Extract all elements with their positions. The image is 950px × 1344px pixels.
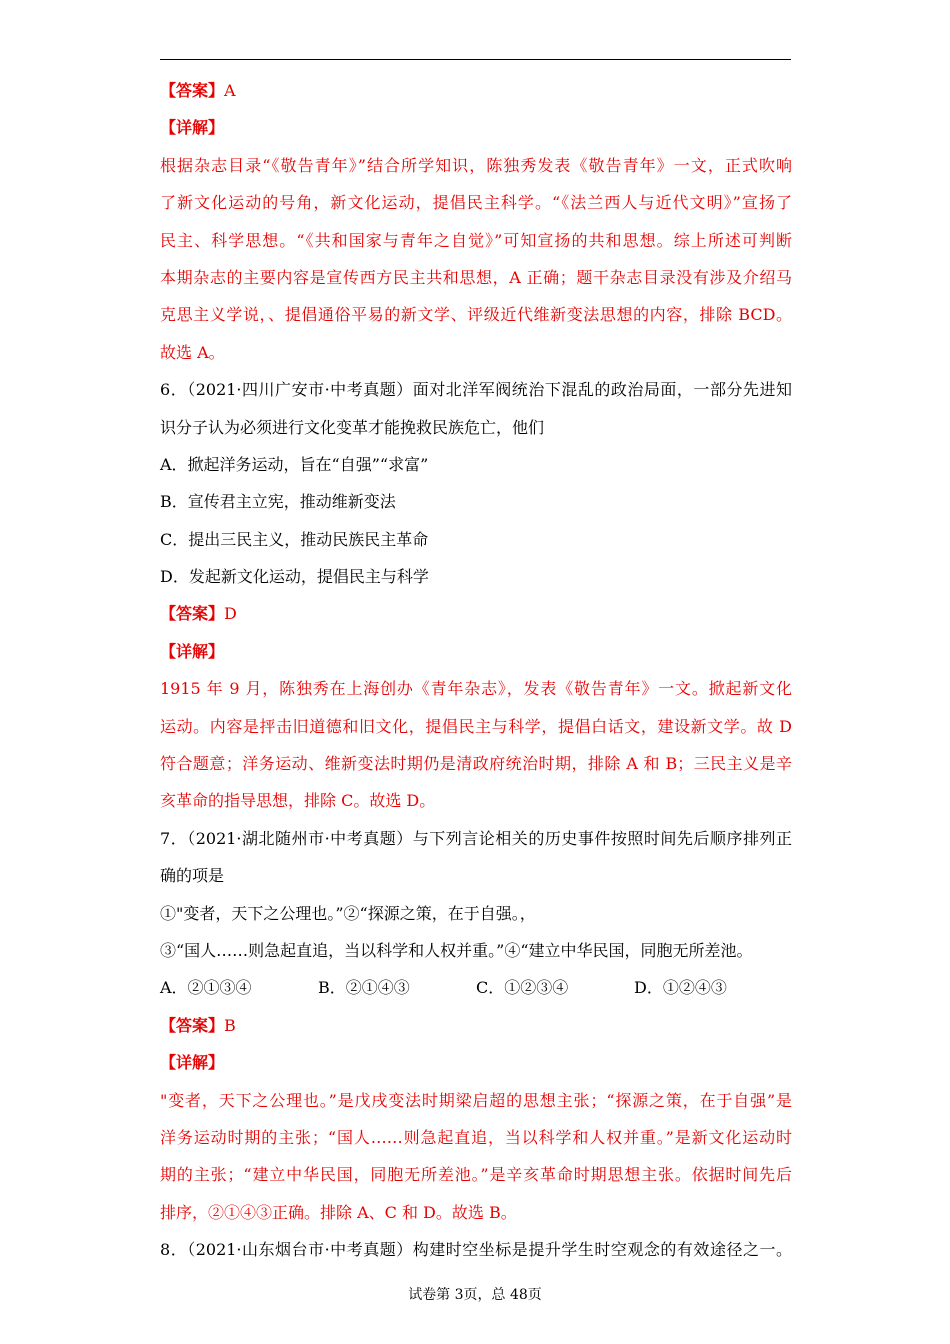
answer-value: A bbox=[224, 81, 236, 100]
page-footer: 试卷第 3页，总 48页 bbox=[408, 1287, 542, 1303]
q5-explain-line: 本期杂志的主要内容是宣传西方民主共和思想，A 正确；题干杂志目录没有涉及介绍马 bbox=[160, 267, 792, 287]
q6-explain-line: 亥革命的指导思想，排除 C。故选 D。 bbox=[160, 791, 436, 811]
page-content bbox=[160, 72, 792, 1269]
q7-explain-line: 排序，②①④③正确。排除 A、C 和 D。故选 B。 bbox=[160, 1202, 517, 1222]
q6-explain-line: 1915 年 9 月，陈独秀在上海创办《青年杂志》，发表《敬告青年》一文。掀起新文化 bbox=[160, 679, 792, 699]
q7-explain-line: 洋务运动时期的主张；“国人……则急起直追，当以科学和人权并重。”是新文化运动时 bbox=[160, 1127, 792, 1147]
answer-label: 【答案】 bbox=[160, 604, 225, 624]
q7-explain-line: "变者，天下之公理也。”是戊戌变法时期梁启超的思想主张；“探源之策，在于自强”是 bbox=[160, 1090, 792, 1110]
q7-option-b: B．②①④③ bbox=[318, 978, 410, 998]
q6-option-d: D．发起新文化运动，提倡民主与科学 bbox=[160, 567, 429, 587]
q7-explain-line: 期的主张；“建立中华民国，同胞无所差池。”是辛亥革命时期思想主张。依据时间先后 bbox=[160, 1165, 792, 1185]
q6-explain-label: 【详解】 bbox=[160, 641, 225, 661]
q6-explain-line: 运动。内容是抨击旧道德和旧文化，提倡民主与科学，提倡白话文，建设新文学。故 D bbox=[160, 716, 792, 736]
q8-stem-line: 8．（2021·山东烟台市·中考真题）构建时空坐标是提升学生时空观念的有效途径之一。 bbox=[160, 1240, 792, 1260]
answer-value: B bbox=[224, 1015, 236, 1035]
q7-answer bbox=[160, 1007, 792, 1044]
q5-explain-line: 了新文化运动的号角，新文化运动，提倡民主科学。“《法兰西人与近代文明》”宣扬了 bbox=[160, 193, 792, 213]
q6-option-a: A．掀起洋务运动，旨在“自强”“求富” bbox=[160, 454, 429, 474]
q6-option-b: B．宣传君主立宪，推动维新变法 bbox=[160, 492, 396, 512]
q5-explain-line: 故选 A。 bbox=[160, 342, 225, 362]
q5-answer bbox=[160, 72, 792, 109]
q6-stem-line: 识分子认为必须进行文化变革才能挽救民族危亡，他们 bbox=[160, 417, 545, 437]
q7-options bbox=[160, 969, 792, 1006]
answer-label: 【答案】 bbox=[160, 81, 225, 100]
q7-quote-line: ①"变者，天下之公理也。”②“探源之策，在于自强。， bbox=[160, 903, 536, 923]
q5-explain-line: 克思主义学说，、提倡通俗平易的新文学、评级近代维新变法思想的内容，排除 BCD。 bbox=[160, 305, 792, 325]
q7-option-d: D．①②④③ bbox=[634, 978, 727, 998]
answer-label: 【答案】 bbox=[160, 1015, 225, 1035]
q6-explain-line: 符合题意；洋务运动、维新变法时期仍是清政府统治时期，排除 A 和 B；三民主义是辛 bbox=[160, 754, 792, 774]
q7-stem-line: 确的项是 bbox=[160, 866, 225, 886]
q6-option-c: C．提出三民主义，推动民族民主革命 bbox=[160, 529, 429, 549]
q5-explain-line: 民主、科学思想。“《共和国家与青年之自觉》”可知宣扬的共和思想。综上所述可判断 bbox=[160, 230, 792, 250]
q6-stem-line: 6．（2021·四川广安市·中考真题）面对北洋军阀统治下混乱的政治局面，一部分先进知 bbox=[160, 380, 792, 400]
q6-answer bbox=[160, 595, 792, 632]
q5-explain-label: 【详解】 bbox=[160, 118, 225, 138]
q7-option-a: A．②①③④ bbox=[160, 978, 252, 998]
q7-option-c: C．①②③④ bbox=[476, 978, 569, 998]
header-rule bbox=[160, 59, 791, 60]
answer-value: D bbox=[224, 604, 237, 624]
q7-quote-line: ③“国人……则急起直追，当以科学和人权并重。”④“建立中华民国，同胞无所差池。 bbox=[160, 940, 753, 960]
q7-explain-label: 【详解】 bbox=[160, 1053, 225, 1073]
q5-explain-line: 根据杂志目录“《敬告青年》”结合所学知识，陈独秀发表《敬告青年》一文，正式吹响 bbox=[160, 155, 792, 175]
q7-stem-line: 7．（2021·湖北随州市·中考真题）与下列言论相关的历史事件按照时间先后顺序排列正 bbox=[160, 828, 792, 848]
